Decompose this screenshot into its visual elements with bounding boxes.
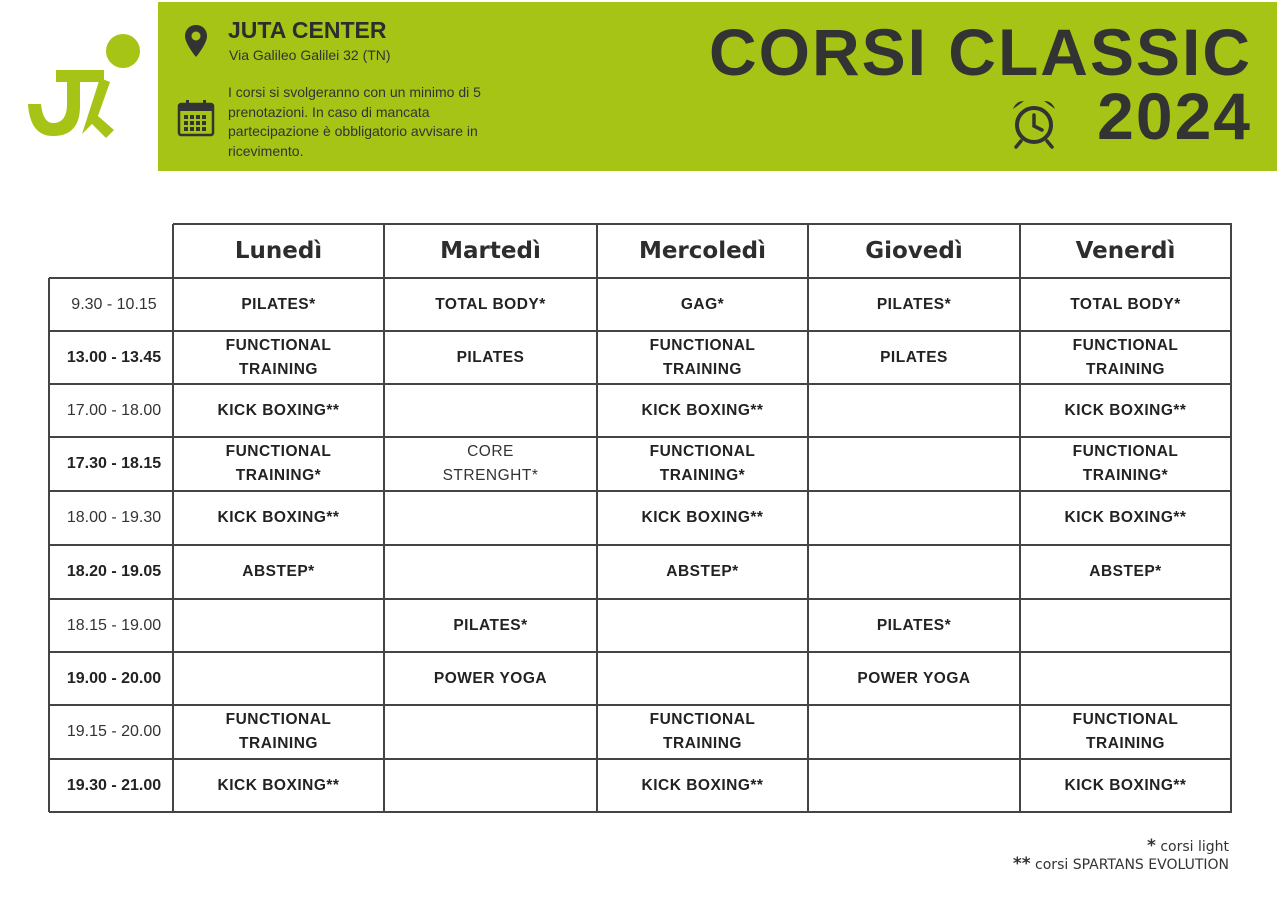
course-cell: KICK BOXING** (217, 776, 340, 794)
course-cell (808, 437, 1020, 491)
course-cell (808, 384, 1020, 437)
time-slot: 18.15 - 19.00 (66, 616, 162, 634)
course-cell: KICK BOXING** (1064, 401, 1187, 419)
course-cell: ABSTEP* (242, 563, 315, 580)
course-cell: PILATES* (876, 295, 952, 313)
course-cell: KICK BOXING** (217, 509, 340, 526)
course-cell: TOTAL BODY* (435, 295, 546, 313)
legend-light-symbol: * (1146, 836, 1156, 856)
course-cell (597, 652, 808, 705)
course-cell: FUNCTIONAL TRAINING (1072, 336, 1179, 378)
day-header: Mercoledì (638, 238, 767, 264)
time-slot: 13.00 - 13.45 (66, 348, 162, 366)
time-slot: 17.00 - 18.00 (66, 401, 162, 419)
time-slot: 18.00 - 19.30 (66, 509, 162, 526)
course-cell: KICK BOXING** (641, 776, 764, 794)
course-cell (808, 705, 1020, 759)
course-cell (384, 759, 597, 812)
day-header: Giovedì (865, 238, 963, 264)
time-slot: 19.30 - 21.00 (66, 776, 162, 794)
page-title: CORSI CLASSIC (708, 15, 1252, 89)
course-cell: FUNCTIONAL TRAINING* (1072, 443, 1179, 484)
time-slot: 18.20 - 19.05 (66, 563, 162, 580)
course-cell: CORE STRENGHT* (442, 443, 539, 484)
day-header: Martedì (440, 238, 541, 264)
day-header: Venerdì (1075, 238, 1176, 264)
course-cell: GAG* (680, 295, 725, 313)
course-cell: KICK BOXING** (217, 401, 340, 419)
course-cell (1020, 652, 1231, 705)
course-cell: PILATES (880, 348, 948, 366)
course-cell: FUNCTIONAL TRAINING (225, 711, 332, 752)
title-year: 2024 (1097, 79, 1252, 153)
course-cell: FUNCTIONAL TRAINING (1072, 711, 1179, 752)
course-cell (597, 599, 808, 652)
course-cell: PILATES* (241, 295, 316, 313)
course-cell: POWER YOGA (433, 669, 548, 687)
time-slot: 19.15 - 20.00 (66, 723, 162, 740)
center-address: Via Galileo Galilei 32 (TN) (229, 47, 391, 63)
course-cell (384, 545, 597, 599)
course-cell: FUNCTIONAL TRAINING (225, 336, 332, 378)
course-cell (384, 705, 597, 759)
course-cell: FUNCTIONAL TRAINING (649, 711, 756, 752)
logo-icon (22, 26, 146, 146)
course-cell: POWER YOGA (857, 669, 971, 687)
course-cell (173, 652, 384, 705)
course-cell (384, 384, 597, 437)
course-cell (173, 599, 384, 652)
center-name: JUTA CENTER (228, 17, 387, 43)
course-cell (384, 491, 597, 545)
time-slot: 9.30 - 10.15 (71, 295, 157, 313)
course-cell: KICK BOXING** (641, 509, 764, 526)
location-pin-icon (184, 24, 208, 58)
course-cell (808, 545, 1020, 599)
course-cell: ABSTEP* (666, 563, 739, 580)
course-cell (808, 759, 1020, 812)
course-cell: KICK BOXING** (1064, 509, 1187, 526)
course-cell: PILATES* (876, 616, 952, 634)
alarm-clock-icon (1007, 97, 1061, 149)
course-cell: TOTAL BODY* (1070, 295, 1181, 313)
calendar-icon (177, 99, 215, 137)
legend (1013, 838, 1229, 874)
course-cell: PILATES* (453, 616, 528, 634)
course-cell: KICK BOXING** (1064, 776, 1187, 794)
course-cell: FUNCTIONAL TRAINING (649, 336, 756, 378)
legend-spartans-symbol: ** (1012, 854, 1031, 874)
time-slot: 17.30 - 18.15 (66, 455, 162, 472)
course-cell (1020, 599, 1231, 652)
legend-spartans-text: corsi SPARTANS EVOLUTION (1035, 857, 1229, 873)
course-cell: PILATES (456, 348, 525, 366)
course-cell (808, 491, 1020, 545)
course-cell: KICK BOXING** (641, 401, 764, 419)
course-cell: FUNCTIONAL TRAINING* (225, 443, 332, 484)
time-slot: 19.00 - 20.00 (66, 669, 162, 687)
day-header: Lunedì (234, 238, 323, 264)
booking-notice: I corsi si svolgeranno con un minimo di 5 prenotazioni. In caso di mancata partecipazione è obbligatorio avvisare in ricevimento. (228, 84, 481, 159)
course-cell: FUNCTIONAL TRAINING* (649, 443, 756, 484)
course-cell: ABSTEP* (1089, 563, 1162, 580)
legend-light-text: corsi light (1160, 839, 1229, 855)
